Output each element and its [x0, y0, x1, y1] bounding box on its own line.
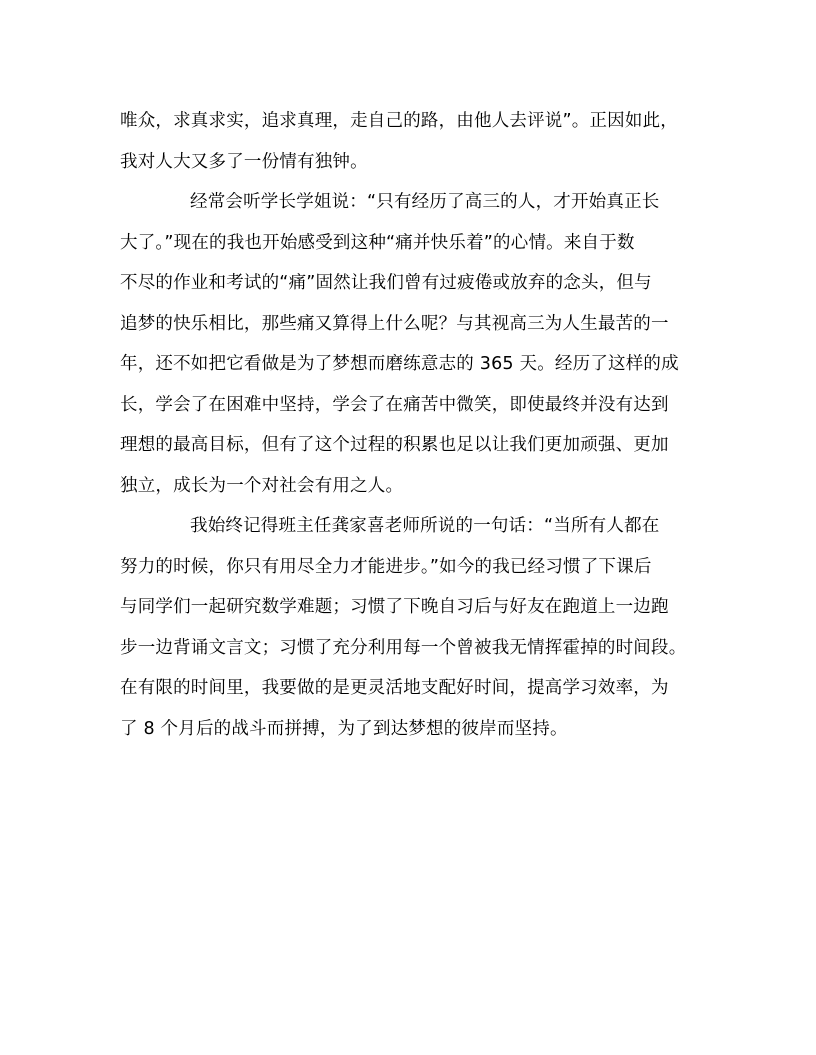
text-line: 追梦的快乐相比，那些痛又算得上什么呢？与其视高三为人生最苦的一	[120, 313, 669, 334]
paragraph-3	[120, 506, 700, 749]
text-line: 年，还不如把它看做是为了梦想而磨练意志的 365 天。经历了这样的成	[120, 354, 679, 374]
text-line: 与同学们一起研究数学难题；习惯了下晚自习后与好友在跑道上一边跑	[120, 597, 669, 617]
text-line: 步一边背诵文言文；习惯了充分利用每一个曾被我无情挥霍掉的时间段。	[120, 637, 687, 658]
text-line: 大了。”现在的我也开始感受到这种“痛并快乐着”的心情。来自于数	[120, 232, 635, 253]
text-line: 不尽的作业和考试的“痛”固然让我们曾有过疲倦或放弃的念头，但与	[120, 273, 652, 293]
text-line: 了 8 个月后的战斗而拼搏，为了到达梦想的彼岸而坚持。	[120, 718, 568, 739]
text-line: 努力的时候，你只有用尽全力才能进步。”如今的我已经习惯了下课后	[120, 556, 652, 577]
paragraph-1	[120, 101, 700, 182]
text-line: 唯众，求真求实，追求真理，走自己的路，由他人去评说”。正因如此，	[120, 111, 678, 131]
text-line: 独立，成长为一个对社会有用之人。	[120, 475, 404, 496]
paragraph-2	[120, 182, 700, 506]
text-line: 理想的最高目标，但有了这个过程的积累也足以让我们更加顽强、更加	[120, 435, 669, 455]
text-line: 经常会听学长学姐说：“只有经历了高三的人，才开始真正长	[190, 192, 660, 212]
text-line: 我始终记得班主任龚家喜老师所说的一句话：“当所有人都在	[190, 516, 660, 536]
text-line: 在有限的时间里，我要做的是更灵活地支配好时间，提高学习效率，为	[120, 678, 669, 698]
text-line: 我对人大又多了一份情有独钟。	[120, 151, 368, 172]
text-line: 长，学会了在困难中坚持，学会了在痛苦中微笑，即使最终并没有达到	[120, 394, 669, 415]
document-body	[120, 101, 700, 749]
